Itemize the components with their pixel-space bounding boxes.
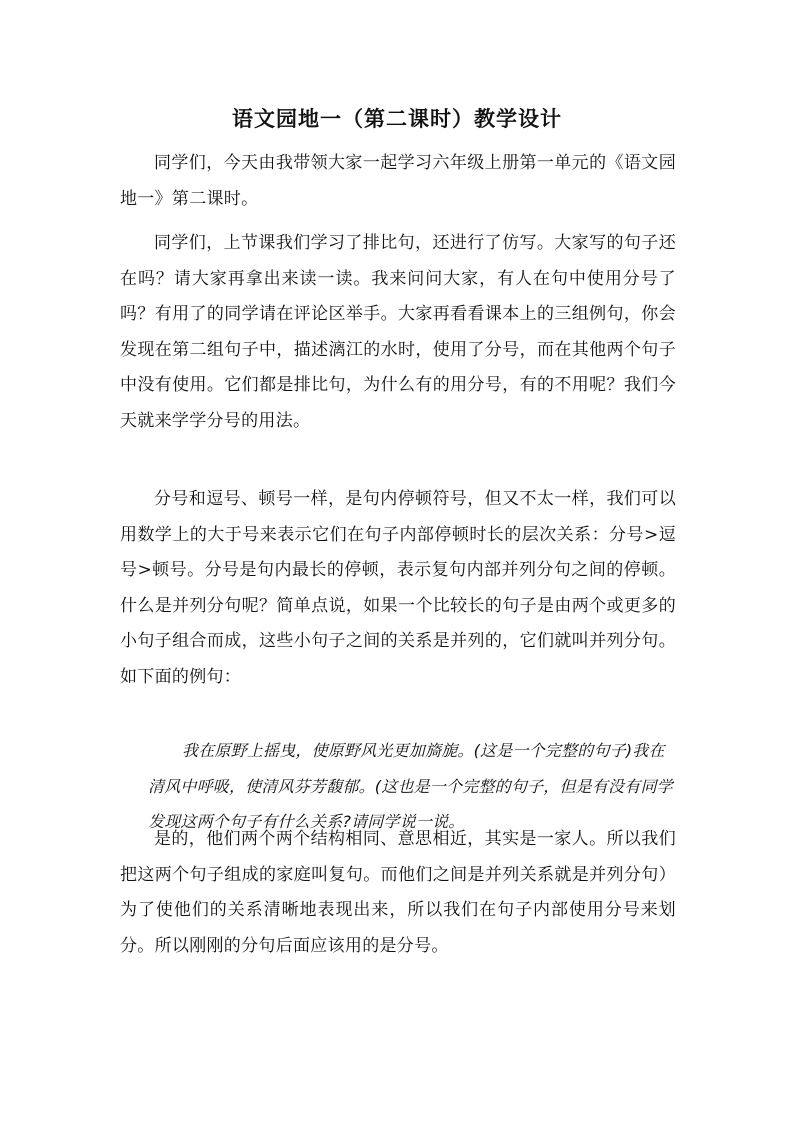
- paragraph-closing: 是的，他们两个两个结构相同、意思相近，其实是一家人。所以我们把这两个句子组成的家庭叫复句。而他们之间是并列关系就是并列分句）为了使他们的关系清晰地表现出来，所以我们在句子内部使用分号来划分。所以刚刚的分句后面应该用的是分号。: [120, 829, 676, 956]
- paragraph-intro: 同学们，今天由我带领大家一起学习六年级上册第一单元的《语文园地一》第二课时。: [120, 153, 676, 209]
- document-title: 语文园地一（第二课时）教学设计: [232, 106, 562, 131]
- paragraph-semicolon-explanation: 分号和逗号、顿号一样，是句内停顿符号，但又不太一样，我们可以用数学上的大于号来表示它们在句子内部停顿时长的层次关系：分号>逗号>顿号。分号是句内最长的停顿，表示复句内部并列分句之间的停顿。什么是并列分句呢？简单点说，如果一个比较长的句子是由两个或更多的小句子组合而成，这些小句子之间的关系是并列的，它们就叫并列分句。如下面的例句：: [120, 489, 676, 687]
- paragraph-review: 同学们，上节课我们学习了排比句，还进行了仿写。大家写的句子还在吗？请大家再拿出来读一读。我来问问大家，有人在句中使用分号了吗？有用了的同学请在评论区举手。大家再看看课本上的三组例句，你会发现在第二组句子中，描述漓江的水时，使用了分号，而在其他两个句子中没有使用。它们都是排比句，为什么有的用分号，有的不用呢？我们今天就来学学分号的用法。: [120, 233, 676, 431]
- example-sentences: 我在原野上摇曳，使原野风光更加旖旎。(这是一个完整的句子)我在清风中呼吸，使清风芬芳馥郁。(这也是一个完整的句子，但是有没有同学发现这两个句子有什么关系?请同学说一说。: [148, 741, 673, 831]
